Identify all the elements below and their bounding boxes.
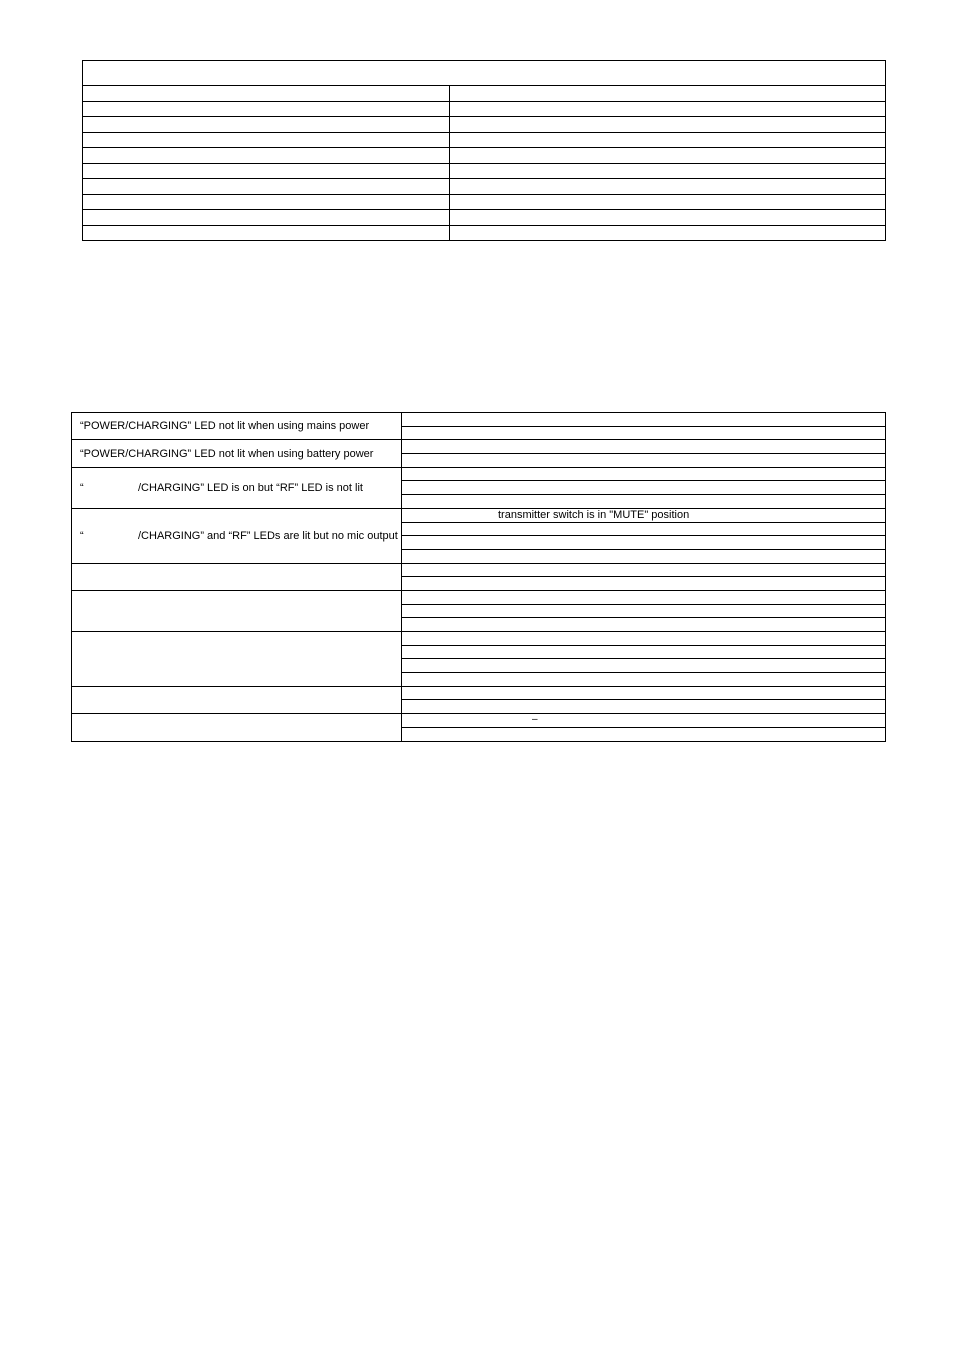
remedy-cell: – <box>402 714 886 728</box>
remedy-cell <box>402 563 886 577</box>
remedy-cell <box>402 604 886 618</box>
table-row <box>72 632 886 646</box>
symptom-cell: “POWER/CHARGING” LED not lit when using battery power <box>72 440 402 467</box>
remedy-cell <box>402 686 886 700</box>
symptom-cell: “ /CHARGING” LED is on but “RF” LED is not lit <box>72 467 402 508</box>
table-row <box>83 210 886 226</box>
table-row <box>72 440 886 454</box>
remedy-cell: transmitter switch is in "MUTE" position <box>402 508 886 522</box>
table-row <box>72 714 886 728</box>
remedy-cell <box>402 673 886 687</box>
remedy-cell <box>402 522 886 536</box>
table-row <box>72 590 886 604</box>
table-row <box>83 179 886 195</box>
symptom-cell <box>72 632 402 687</box>
table-row <box>83 148 886 164</box>
table-row <box>83 132 886 148</box>
remedy-cell <box>402 536 886 550</box>
remedy-cell <box>402 577 886 591</box>
remedy-cell <box>402 454 886 468</box>
table-row <box>83 194 886 210</box>
table-row <box>83 117 886 133</box>
table-row <box>72 508 886 522</box>
spec-header-row <box>83 61 886 86</box>
remedy-cell <box>402 549 886 563</box>
remedy-cell <box>402 618 886 632</box>
remedy-cell <box>402 467 886 481</box>
symptom-cell: “POWER/CHARGING” LED not lit when using mains power <box>72 413 402 440</box>
remedy-cell <box>402 495 886 509</box>
remedy-cell <box>402 632 886 646</box>
remedy-cell <box>402 440 886 454</box>
table-row <box>72 686 886 700</box>
table-row <box>83 225 886 241</box>
symptom-cell <box>72 714 402 741</box>
remedy-cell <box>402 481 886 495</box>
spec-header-cell <box>83 61 886 86</box>
remedy-cell <box>402 413 886 427</box>
remedy-cell <box>402 426 886 440</box>
table-row <box>83 163 886 179</box>
symptom-cell <box>72 563 402 590</box>
table-row <box>83 86 886 102</box>
symptom-cell <box>72 590 402 631</box>
troubleshooting-table <box>71 412 886 742</box>
table-row <box>83 101 886 117</box>
specifications-table <box>82 60 886 241</box>
table-row <box>72 563 886 577</box>
table-row <box>72 467 886 481</box>
remedy-cell <box>402 700 886 714</box>
remedy-cell <box>402 659 886 673</box>
remedy-cell <box>402 590 886 604</box>
remedy-cell <box>402 727 886 741</box>
table-row <box>72 413 886 427</box>
symptom-cell: “ /CHARGING” and “RF” LEDs are lit but no mic output <box>72 508 402 563</box>
symptom-cell <box>72 686 402 713</box>
remedy-cell <box>402 645 886 659</box>
